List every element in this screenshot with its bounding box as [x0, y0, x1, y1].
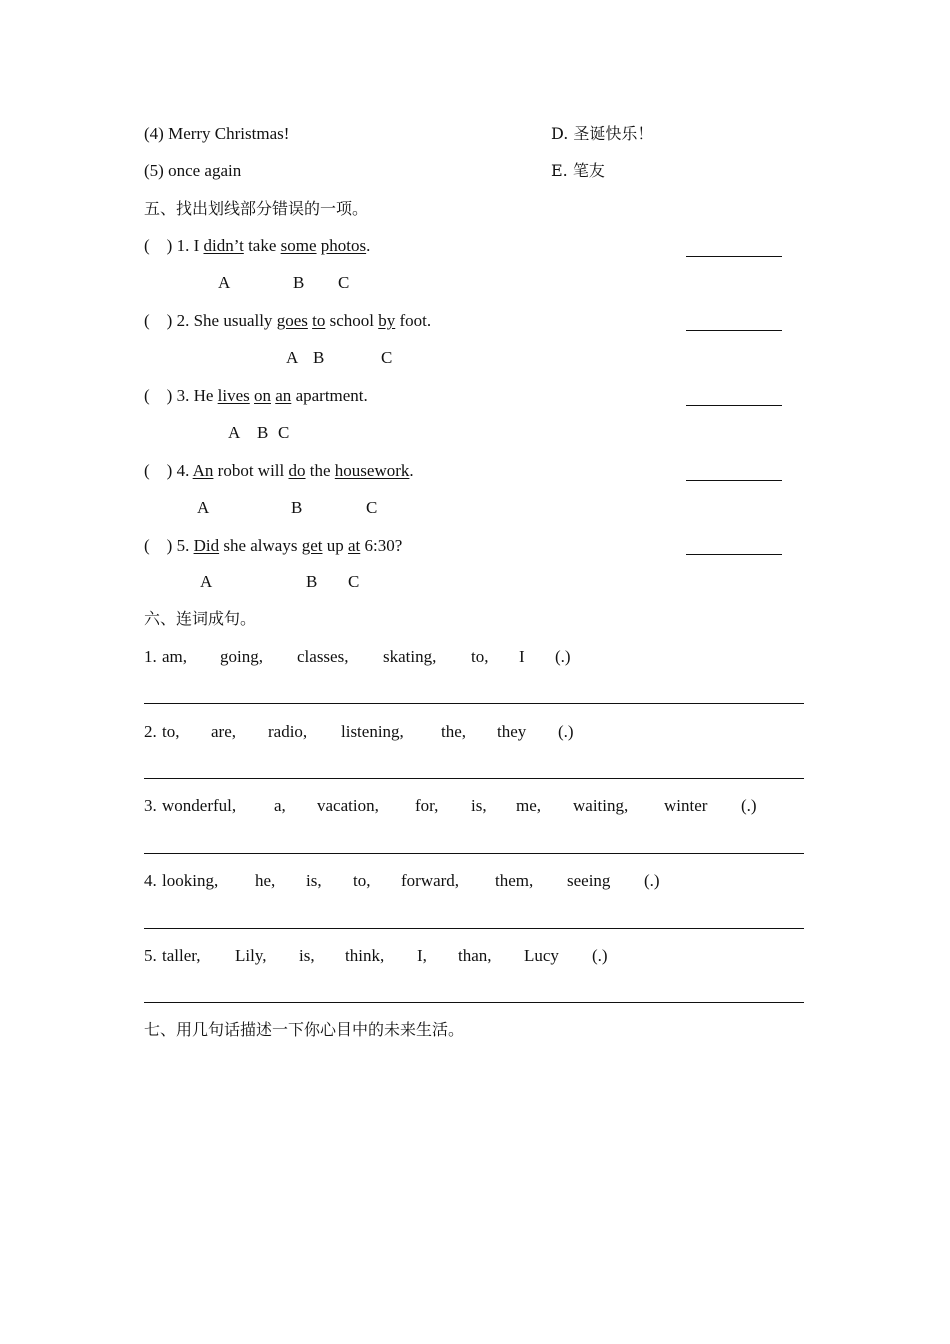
sentence-text: she always [219, 536, 302, 555]
sentence-text: foot. [395, 311, 432, 330]
sentence-text: robot will [213, 461, 289, 480]
sentence-text: school [325, 311, 379, 330]
sentence-text: the [305, 461, 335, 480]
correction-blank[interactable] [686, 405, 782, 406]
correction-blank[interactable] [686, 554, 782, 555]
word-token: is, [299, 946, 315, 965]
word-token: are, [211, 722, 237, 741]
word-token: they [497, 722, 527, 741]
section7-title: 七、用几句话描述一下你心目中的未来生活。 [144, 1020, 465, 1039]
word-token: (.) [644, 871, 660, 890]
sentence-text: take [243, 236, 281, 255]
underlined-part: get [301, 536, 323, 555]
reorder-item-number: 2. [144, 722, 157, 741]
error-item-3 [144, 386, 368, 406]
choice-letter-c: C [366, 498, 378, 517]
word-token: listening, [341, 722, 404, 741]
word-token: radio, [268, 722, 308, 741]
underlined-part: do [288, 461, 306, 480]
word-token: (.) [592, 946, 608, 965]
underlined-part: on [254, 386, 272, 405]
choice-letter-a: A [286, 348, 299, 367]
sentence-text: 6:30? [360, 536, 403, 555]
error-item-4 [144, 461, 414, 481]
underlined-part: photos [320, 236, 367, 255]
correction-blank[interactable] [686, 480, 782, 481]
reorder-item-number: 4. [144, 871, 157, 890]
answer-paren[interactable]: ( ) [144, 386, 177, 405]
word-token: Lucy [524, 946, 559, 965]
word-token: Lily, [235, 946, 267, 965]
word-token: seeing [567, 871, 611, 890]
word-token: I [519, 647, 525, 666]
word-token: classes, [297, 647, 349, 666]
word-token: wonderful, [162, 796, 237, 815]
sentence-text: . [409, 461, 414, 480]
word-token: he, [255, 871, 276, 890]
word-token: taller, [162, 946, 201, 965]
choice-letter-a: A [200, 572, 213, 591]
match-left-4: (4) Merry Christmas! [144, 124, 290, 143]
sentence-text: . [366, 236, 371, 255]
underlined-part: by [378, 311, 396, 330]
underlined-part: some [280, 236, 317, 255]
answer-line[interactable] [144, 928, 804, 929]
error-item-5 [144, 536, 402, 556]
word-token: going, [220, 647, 263, 666]
underlined-part: An [192, 461, 214, 480]
item-number: 4. [176, 461, 190, 480]
answer-line[interactable] [144, 778, 804, 779]
match-left-5: (5) once again [144, 161, 242, 180]
underlined-part: lives [217, 386, 250, 405]
underlined-part: didn’t [203, 236, 244, 255]
reorder-item-number: 1. [144, 647, 157, 666]
reorder-item-number: 3. [144, 796, 157, 815]
underlined-part: Did [193, 536, 220, 555]
word-token: am, [162, 647, 188, 666]
match-right-e: E. 笔友 [551, 161, 605, 180]
section5-title: 五、找出划线部分错误的一项。 [144, 199, 369, 218]
match-right-d: D. 圣诞快乐！ [551, 124, 654, 143]
correction-blank[interactable] [686, 330, 782, 331]
word-token: is, [306, 871, 322, 890]
choice-letter-b: B [257, 423, 269, 442]
underlined-part: an [275, 386, 292, 405]
section6-title: 六、连词成句。 [144, 609, 257, 628]
sentence-text: She usually [189, 311, 277, 330]
word-token: I, [417, 946, 427, 965]
word-token: is, [471, 796, 487, 815]
word-token: (.) [558, 722, 574, 741]
sentence-text: up [322, 536, 348, 555]
word-token: winter [664, 796, 708, 815]
word-token: the, [441, 722, 467, 741]
error-item-2 [144, 311, 431, 331]
sentence-text: He [189, 386, 218, 405]
answer-paren[interactable]: ( ) [144, 311, 177, 330]
word-token: for, [415, 796, 439, 815]
word-token: (.) [555, 647, 571, 666]
underlined-part: at [347, 536, 361, 555]
answer-paren[interactable]: ( ) [144, 461, 177, 480]
sentence-text: apartment. [291, 386, 368, 405]
sentence-text: I [189, 236, 204, 255]
word-token: them, [495, 871, 534, 890]
word-token: a, [274, 796, 286, 815]
item-number: 5. [176, 536, 190, 555]
word-token: forward, [401, 871, 460, 890]
word-token: me, [516, 796, 542, 815]
word-token: to, [162, 722, 180, 741]
choice-letter-a: A [228, 423, 241, 442]
item-number: 2. [176, 311, 190, 330]
choice-letter-c: C [278, 423, 290, 442]
choice-letter-a: A [218, 273, 231, 292]
error-item-1 [144, 236, 370, 256]
reorder-item-number: 5. [144, 946, 157, 965]
choice-letter-b: B [293, 273, 305, 292]
choice-letter-b: B [306, 572, 318, 591]
word-token: skating, [383, 647, 437, 666]
choice-letter-c: C [348, 572, 360, 591]
word-token: looking, [162, 871, 219, 890]
answer-line[interactable] [144, 1002, 804, 1003]
word-token: to, [353, 871, 371, 890]
underlined-part: goes [276, 311, 308, 330]
word-token: waiting, [573, 796, 629, 815]
word-token: to, [471, 647, 489, 666]
answer-line[interactable] [144, 703, 804, 704]
correction-blank[interactable] [686, 256, 782, 257]
choice-letter-c: C [381, 348, 393, 367]
choice-letter-a: A [197, 498, 210, 517]
word-token: think, [345, 946, 385, 965]
choice-letter-b: B [313, 348, 325, 367]
word-token: (.) [741, 796, 757, 815]
underlined-part: to [312, 311, 326, 330]
item-number: 3. [176, 386, 190, 405]
item-number: 1. [176, 236, 190, 255]
answer-line[interactable] [144, 853, 804, 854]
word-token: vacation, [317, 796, 379, 815]
answer-paren[interactable]: ( ) [144, 536, 177, 555]
answer-paren[interactable]: ( ) [144, 236, 177, 255]
underlined-part: housework [334, 461, 410, 480]
choice-letter-c: C [338, 273, 350, 292]
word-token: than, [458, 946, 492, 965]
choice-letter-b: B [291, 498, 303, 517]
